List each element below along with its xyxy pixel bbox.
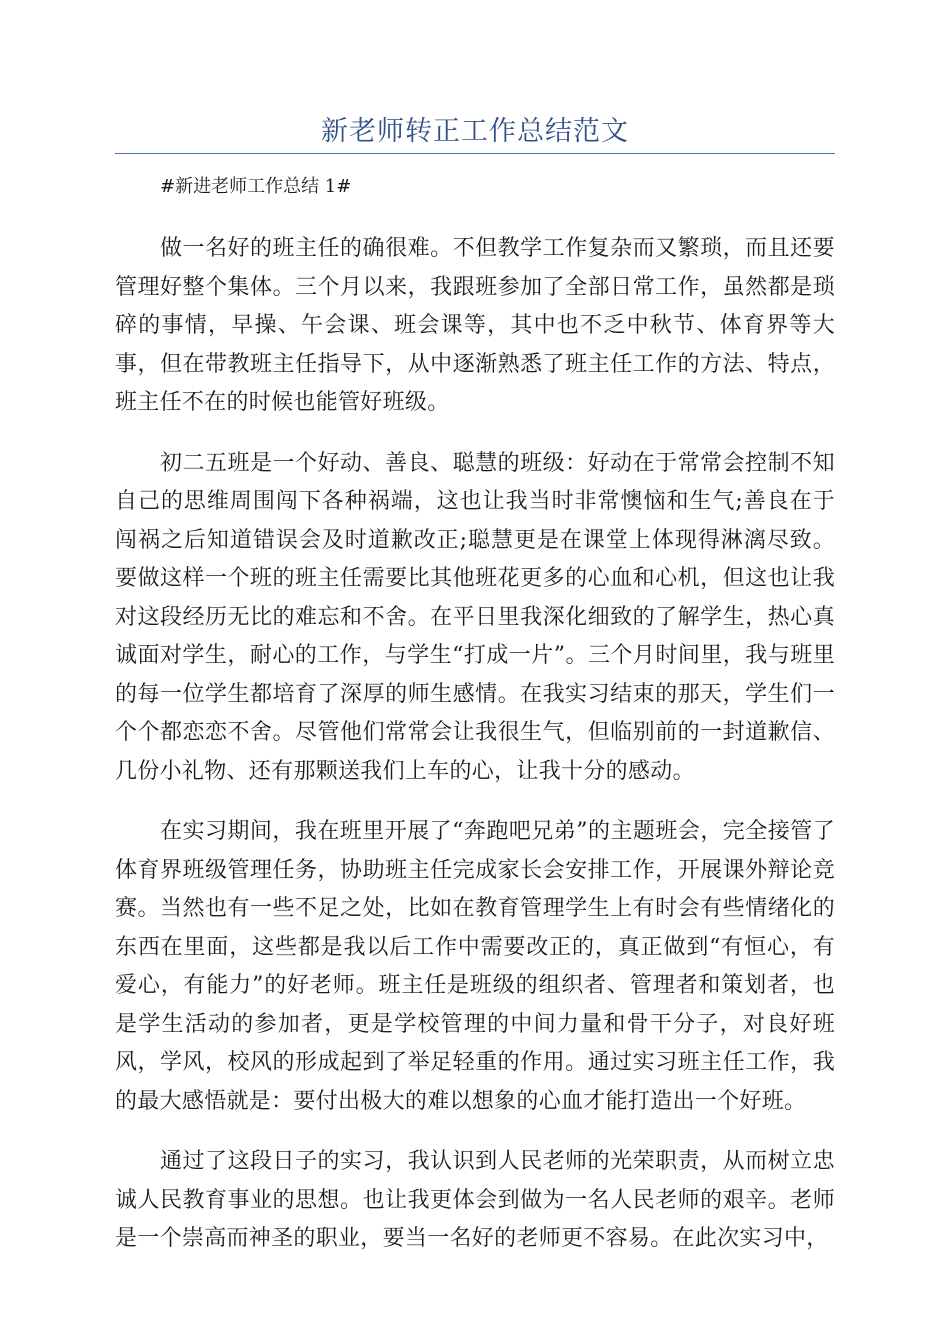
document-title: 新老师转正工作总结范文 <box>321 116 629 147</box>
paragraph-1: 做一名好的班主任的确很难。不但教学工作复杂而又繁琐，而且还要管理好整个集体。三个月以来，我跟班参加了全部日常工作，虽然都是琐碎的事情，早操、午会课、班会课等，其中也不乏中秋节、体育界等大事，但在带教班主任指导下，从中逐渐熟悉了班主任工作的方法、特点，班主任不在的时候也能管好班级。 <box>115 236 835 415</box>
paragraph-3: 在实习期间，我在班里开展了“奔跑吧兄弟”的主题班会，完全接管了体育界班级管理任务，协助班主任完成家长会安排工作，开展课外辩论竞赛。当然也有一些不足之处，比如在教育管理学生上有时会有些情绪化的东西在里面，这些都是我以后工作中需要改正的，真正做到“有恒心，有爱心，有能力”的好老师。班主任是班级的组织者、管理者和策划者，也是学生活动的参加者，更是学校管理的中间力量和骨干分子，对良好班风，学风，校风的形成起到了举足轻重的作用。通过实习班主任工作，我的最大感悟就是：要付出极大的难以想象的心血才能打造出一个好班。 <box>115 819 835 1114</box>
title-underline <box>115 153 835 154</box>
paragraph-4: 通过了这段日子的实习，我认识到人民老师的光荣职责，从而树立忠诚人民教育事业的思想。也让我更体会到做为一名人民老师的艰辛。老师是一个崇高而神圣的职业，要当一名好的老师更不容易。在此次实习中， <box>115 1149 835 1251</box>
section-heading: #新进老师工作总结 1# <box>160 176 352 197</box>
document-body <box>115 170 835 1259</box>
paragraph-2: 初二五班是一个好动、善良、聪慧的班级：好动在于常常会控制不知自己的思维周围闯下各种祸端，这也让我当时非常懊恼和生气;善良在于闯祸之后知道错误会及时道歉改正;聪慧更是在课堂上体现得淋漓尽致。要做这样一个班的班主任需要比其他班花更多的心血和心机，但这也让我对这段经历无比的难忘和不舍。在平日里我深化细致的了解学生，热心真诚面对学生，耐心的工作，与学生“打成一片”。三个月时间里，我与班里的每一位学生都培育了深厚的师生感情。在我实习结束的那天，学生们一个个都恋恋不舍。尽管他们常常会让我很生气，但临别前的一封道歉信、几份小礼物、还有那颗送我们上车的心，让我十分的感动。 <box>115 450 835 784</box>
